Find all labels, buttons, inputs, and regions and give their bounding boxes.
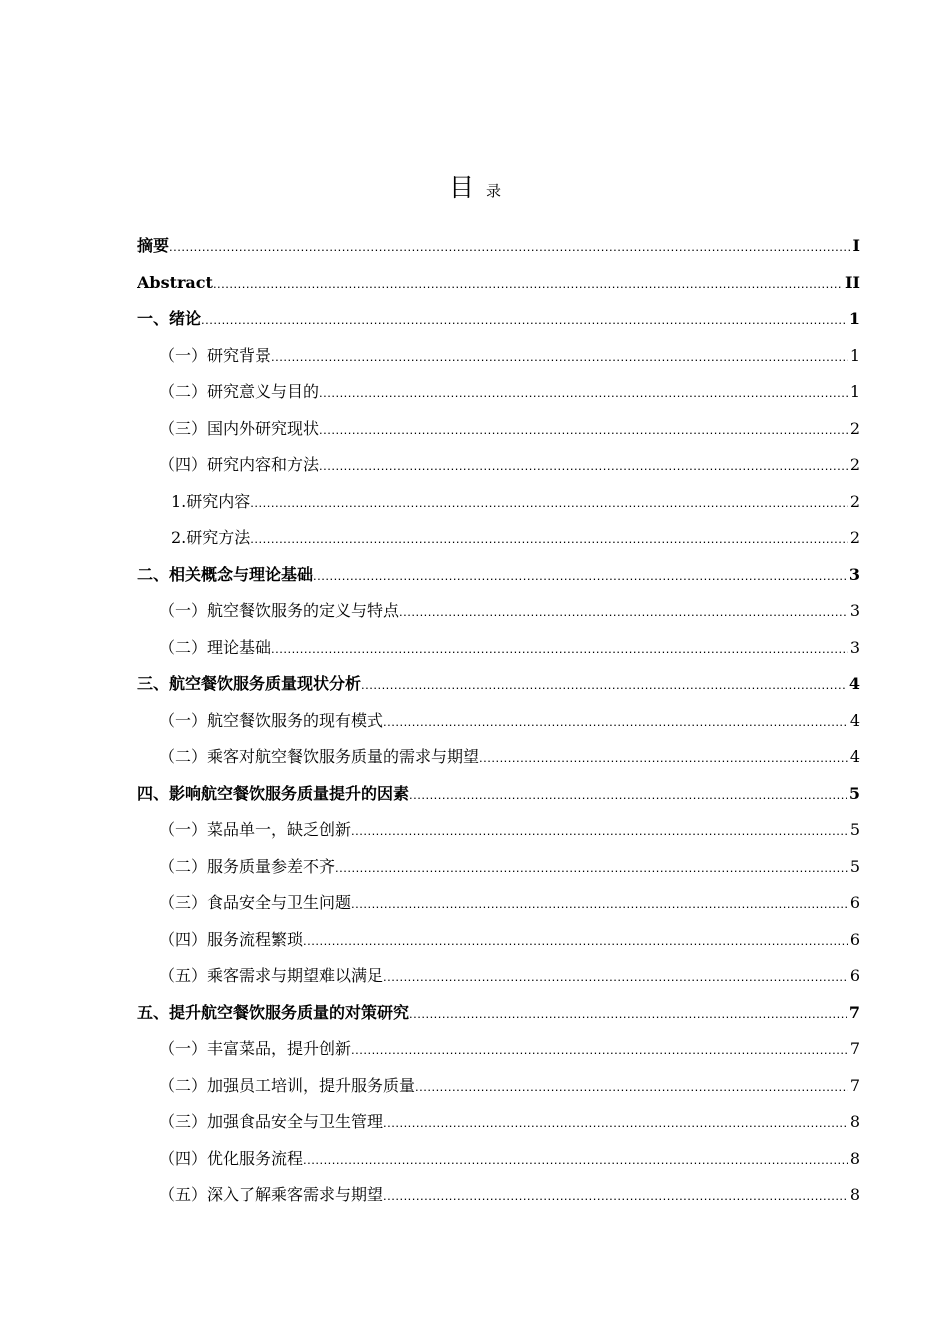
toc-entry-page-number: 8 <box>849 1112 860 1131</box>
dot-leader <box>409 777 847 813</box>
toc-entry-label: （二）乘客对航空餐饮服务质量的需求与期望 <box>159 747 480 766</box>
dot-leader <box>271 631 848 667</box>
toc-entry-page-number: 2 <box>849 418 860 438</box>
toc-entry-page-number: 2 <box>849 528 860 547</box>
toc-entry-label: （三）食品安全与卫生问题 <box>159 893 352 912</box>
toc-entry-label: （二）加强员工培训，提升服务质量 <box>159 1075 416 1095</box>
toc-title-main: 目 <box>448 173 474 202</box>
toc-entry[interactable] <box>137 265 860 302</box>
dot-leader <box>383 704 848 740</box>
dot-leader <box>351 886 848 922</box>
dot-leader <box>361 667 847 703</box>
toc-entry[interactable] <box>137 338 860 375</box>
dot-leader <box>383 959 848 995</box>
toc-entry-label: Abstract <box>137 272 213 292</box>
dot-leader <box>319 412 848 448</box>
toc-entry[interactable] <box>137 776 860 813</box>
toc-entry[interactable] <box>137 228 860 265</box>
toc-title-sub: 录 <box>486 182 502 200</box>
toc-entry-label: （四）服务流程繁琐 <box>159 929 304 949</box>
toc-entry[interactable] <box>137 958 860 995</box>
toc-entry[interactable] <box>137 849 860 886</box>
toc-entry-label: （三）加强食品安全与卫生管理 <box>159 1112 384 1131</box>
dot-leader <box>319 448 848 484</box>
toc-entry-label: 三、航空餐饮服务质量现状分析 <box>137 674 362 693</box>
toc-entry-label: 四、影响航空餐饮服务质量提升的因素 <box>137 783 410 803</box>
dot-leader <box>169 229 851 265</box>
toc-entry-page-number: 2 <box>849 491 860 511</box>
toc-entry-page-number: 7 <box>849 1039 860 1058</box>
toc-entry[interactable] <box>137 812 860 849</box>
toc-entry-label: （五）乘客需求与期望难以满足 <box>159 966 384 985</box>
toc-entry-label: （五）深入了解乘客需求与期望 <box>159 1185 384 1204</box>
toc-entry[interactable] <box>137 1177 860 1214</box>
toc-entry[interactable] <box>137 666 860 703</box>
toc-entry[interactable] <box>137 739 860 776</box>
toc-entry-page-number: 1 <box>849 345 860 365</box>
toc-entry-label: 摘要 <box>137 236 170 255</box>
toc-entry-label: （一）研究背景 <box>159 345 272 365</box>
toc-entry-label: （二）理论基础 <box>159 637 272 657</box>
toc-entry-page-number: 3 <box>849 637 860 657</box>
dot-leader <box>201 302 847 338</box>
toc-entry-page-number: 3 <box>849 601 860 620</box>
dot-leader <box>313 558 847 594</box>
dot-leader <box>303 923 848 959</box>
toc-entry-label: （四）优化服务流程 <box>159 1148 304 1168</box>
toc-entry-label: 2.研究方法 <box>171 528 251 547</box>
toc-entry-page-number: 1 <box>849 382 860 401</box>
toc-entry-label: 一、绪论 <box>137 309 202 328</box>
dot-leader <box>415 1069 848 1105</box>
toc-entry-page-number: 8 <box>849 1185 860 1204</box>
toc-entry[interactable] <box>137 557 860 594</box>
toc-entry[interactable] <box>137 593 860 630</box>
dot-leader <box>351 813 848 849</box>
toc-entry-label: 二、相关概念与理论基础 <box>137 564 314 584</box>
toc-entry[interactable] <box>137 1141 860 1178</box>
toc-entry-page-number: 5 <box>849 820 860 839</box>
toc-entry-page-number: I <box>852 236 860 255</box>
dot-leader <box>213 266 843 302</box>
toc-entry[interactable] <box>137 885 860 922</box>
dot-leader <box>250 485 848 521</box>
toc-entry[interactable] <box>137 1031 860 1068</box>
toc-entry-page-number: 7 <box>849 1075 860 1095</box>
toc-entry[interactable] <box>137 301 860 338</box>
toc-entry[interactable] <box>137 995 860 1032</box>
dot-leader <box>479 740 848 776</box>
toc-entry-label: 1.研究内容 <box>171 491 251 511</box>
toc-entry-page-number: 7 <box>848 1002 860 1022</box>
toc-entry-page-number: 3 <box>848 564 860 584</box>
toc-entry[interactable] <box>137 630 860 667</box>
toc-entry[interactable] <box>137 520 860 557</box>
toc-entry[interactable] <box>137 1104 860 1141</box>
toc-title <box>0 168 950 204</box>
toc-entry[interactable] <box>137 922 860 959</box>
toc-entry-label: （一）航空餐饮服务的定义与特点 <box>159 601 400 620</box>
toc-entry[interactable] <box>137 1068 860 1105</box>
toc-entry[interactable] <box>137 447 860 484</box>
toc-entry-label: （三）国内外研究现状 <box>159 418 320 438</box>
toc-entry-label: （二）服务质量参差不齐 <box>159 856 336 876</box>
toc-entry-label: （二）研究意义与目的 <box>159 382 320 401</box>
dot-leader <box>399 594 848 630</box>
toc-entry-page-number: 4 <box>849 747 860 766</box>
toc-entry-label: （四）研究内容和方法 <box>159 455 320 474</box>
dot-leader <box>319 375 848 411</box>
toc-entry-label: （一）丰富菜品，提升创新 <box>159 1039 352 1058</box>
dot-leader <box>250 521 848 557</box>
toc-entry-page-number: 6 <box>849 893 860 912</box>
dot-leader <box>351 1032 848 1068</box>
toc-entry-page-number: 5 <box>849 856 860 876</box>
toc-entry-page-number: 4 <box>848 674 860 693</box>
toc-entry[interactable] <box>137 411 860 448</box>
table-of-contents <box>137 228 860 1214</box>
dot-leader <box>383 1178 848 1214</box>
toc-entry-page-number: 1 <box>848 309 860 328</box>
toc-entry-page-number: 2 <box>849 455 860 474</box>
toc-entry-page-number: 6 <box>849 966 860 985</box>
dot-leader <box>271 339 848 375</box>
toc-entry-page-number: 4 <box>849 710 860 730</box>
toc-entry-label: （一）航空餐饮服务的现有模式 <box>159 710 384 730</box>
toc-entry-page-number: 6 <box>849 929 860 949</box>
dot-leader <box>335 850 848 886</box>
dot-leader <box>303 1142 848 1178</box>
toc-entry-label: 五、提升航空餐饮服务质量的对策研究 <box>137 1002 410 1022</box>
toc-entry[interactable] <box>137 484 860 521</box>
toc-entry-page-number: 8 <box>849 1148 860 1168</box>
dot-leader <box>409 996 847 1032</box>
toc-entry-page-number: II <box>845 272 860 292</box>
dot-leader <box>383 1105 848 1141</box>
toc-entry[interactable] <box>137 703 860 740</box>
toc-entry[interactable] <box>137 374 860 411</box>
toc-entry-page-number: 5 <box>848 783 860 803</box>
toc-entry-label: （一）菜品单一，缺乏创新 <box>159 820 352 839</box>
